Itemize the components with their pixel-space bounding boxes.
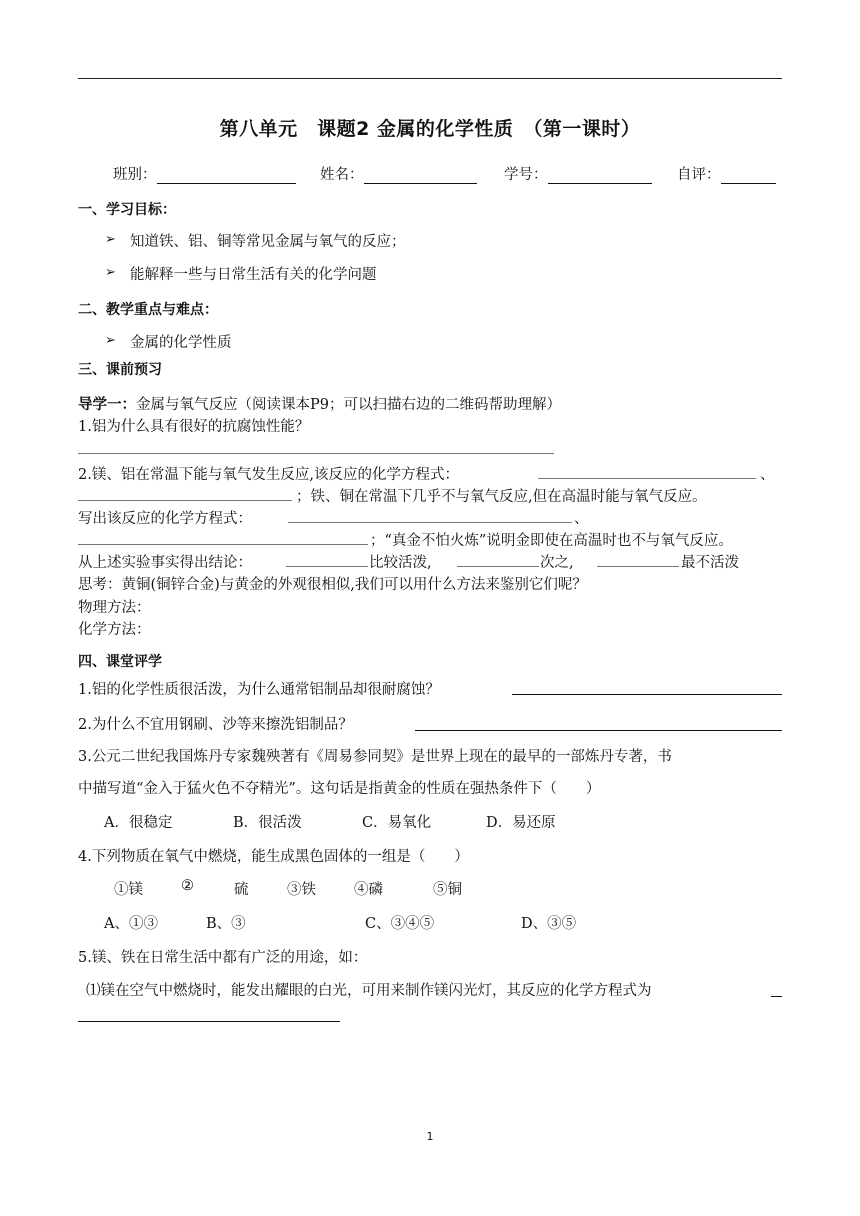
header-rule xyxy=(78,78,782,79)
q4-option-c[interactable]: C、③④⑤ xyxy=(365,916,435,932)
class-question-1: 1.铝的化学性质很活泼，为什么通常铝制品却很耐腐蚀？ xyxy=(78,682,440,698)
number-label: 学号： xyxy=(504,167,548,183)
q4-option-b[interactable]: B、③ xyxy=(206,916,246,932)
guide-line: 导学一：金属与氧气反应（阅读课本P9；可以扫描右边的二维码帮助理解） xyxy=(78,397,561,413)
conclusion-label: 从上述实验事实得出结论： xyxy=(78,555,252,571)
q4-item-2: ② xyxy=(181,878,194,894)
class-question-5: 5.镁、铁在日常生活中都有广泛的用途，如： xyxy=(78,950,368,966)
answer-line[interactable] xyxy=(597,566,679,567)
goal-item-1: 知道铁、铝、铜等常见金属与氧气的反应； xyxy=(130,234,406,250)
class-field[interactable] xyxy=(113,163,296,184)
arrow-bullet-icon: ➢ xyxy=(105,232,116,247)
answer-line[interactable] xyxy=(538,478,756,479)
arrow-bullet-icon: ➢ xyxy=(105,333,116,348)
q4-option-a[interactable]: A、①③ xyxy=(104,916,158,932)
class-question-5-1: ⑴镁在空气中燃烧时，能发出耀眼的白光，可用来制作镁闪光灯，其反应的化学方程式为 xyxy=(86,983,652,999)
answer-line[interactable] xyxy=(288,522,572,523)
arrow-bullet-icon: ➢ xyxy=(105,265,116,280)
answer-line[interactable] xyxy=(512,694,782,695)
q4-item-3: ③铁 xyxy=(287,882,316,898)
preview-question-1: 1.铝为什么具有很好的抗腐蚀性能？ xyxy=(78,419,310,435)
keypoint-item-1: 金属的化学性质 xyxy=(130,335,232,351)
answer-line[interactable] xyxy=(78,500,292,501)
section-3-heading: 三、课前预习 xyxy=(78,362,162,378)
class-question-3a: 3.公元二世纪我国炼丹专家魏殃著有《周易参同契》是世界上现在的最早的一部炼丹专著，书 xyxy=(78,749,672,765)
q4-option-d[interactable]: D、③⑤ xyxy=(521,916,577,932)
class-label: 班别： xyxy=(113,167,157,183)
answer-line[interactable] xyxy=(78,453,554,454)
chemical-method-label: 化学方法： xyxy=(78,622,151,638)
preview-question-2a: 2.镁、铝在常温下能与氧气发生反应,该反应的化学方程式： xyxy=(78,467,459,483)
section-1-heading: 一、学习目标： xyxy=(78,202,176,218)
number-field[interactable] xyxy=(504,163,652,184)
q3-option-a[interactable]: A．很稳定 xyxy=(104,815,173,831)
answer-line[interactable] xyxy=(78,544,368,545)
preview-question-2c: 写出该反应的化学方程式： xyxy=(78,511,252,527)
q3-option-d[interactable]: D．易还原 xyxy=(486,815,556,831)
answer-line[interactable] xyxy=(771,996,782,997)
physical-method-label: 物理方法： xyxy=(78,600,151,616)
section-4-heading: 四、课堂评学 xyxy=(78,654,162,670)
preview-question-2d: ；“真金不怕火炼”说明金即使在高温时也不与氧气反应。 xyxy=(370,533,733,549)
class-question-4: 4.下列物质在氧气中燃烧，能生成黑色固体的一组是（ ） xyxy=(78,849,469,865)
class-question-2: 2.为什么不宜用钢刷、沙等来擦洗铝制品？ xyxy=(78,717,353,733)
eval-label: 自评： xyxy=(677,167,721,183)
name-field[interactable] xyxy=(320,163,477,184)
eval-field[interactable] xyxy=(677,163,776,184)
class-question-3b: 中描写道“金入于猛火色不夺精光”。这句话是指黄金的性质在强热条件下（ ） xyxy=(78,781,601,797)
goal-item-2: 能解释一些与日常生活有关的化学问题 xyxy=(130,267,377,283)
answer-line[interactable] xyxy=(286,566,368,567)
page-title: 第八单元 课题2 金属的化学性质 （第一课时） xyxy=(219,118,641,140)
section-2-heading: 二、教学重点与难点： xyxy=(78,302,218,318)
page-number: 1 xyxy=(426,1130,434,1143)
preview-question-2b: ；铁、铜在常温下几乎不与氧气反应,但在高温时能与氧气反应。 xyxy=(296,489,707,505)
think-question: 思考：黄铜(铜锌合金)与黄金的外观很相似,我们可以用什么方法来鉴别它们呢？ xyxy=(78,577,587,593)
q4-item-1: ①镁 xyxy=(114,882,143,898)
answer-line[interactable] xyxy=(78,1021,340,1022)
name-label: 姓名： xyxy=(320,167,364,183)
answer-line[interactable] xyxy=(457,566,539,567)
answer-line[interactable] xyxy=(415,730,782,731)
q3-option-c[interactable]: C．易氧化 xyxy=(362,815,432,831)
q4-item-4: ④磷 xyxy=(354,882,383,898)
q4-item-2b: 硫 xyxy=(234,882,249,898)
q3-option-b[interactable]: B．很活泼 xyxy=(233,815,302,831)
q4-item-5: ⑤铜 xyxy=(433,882,462,898)
